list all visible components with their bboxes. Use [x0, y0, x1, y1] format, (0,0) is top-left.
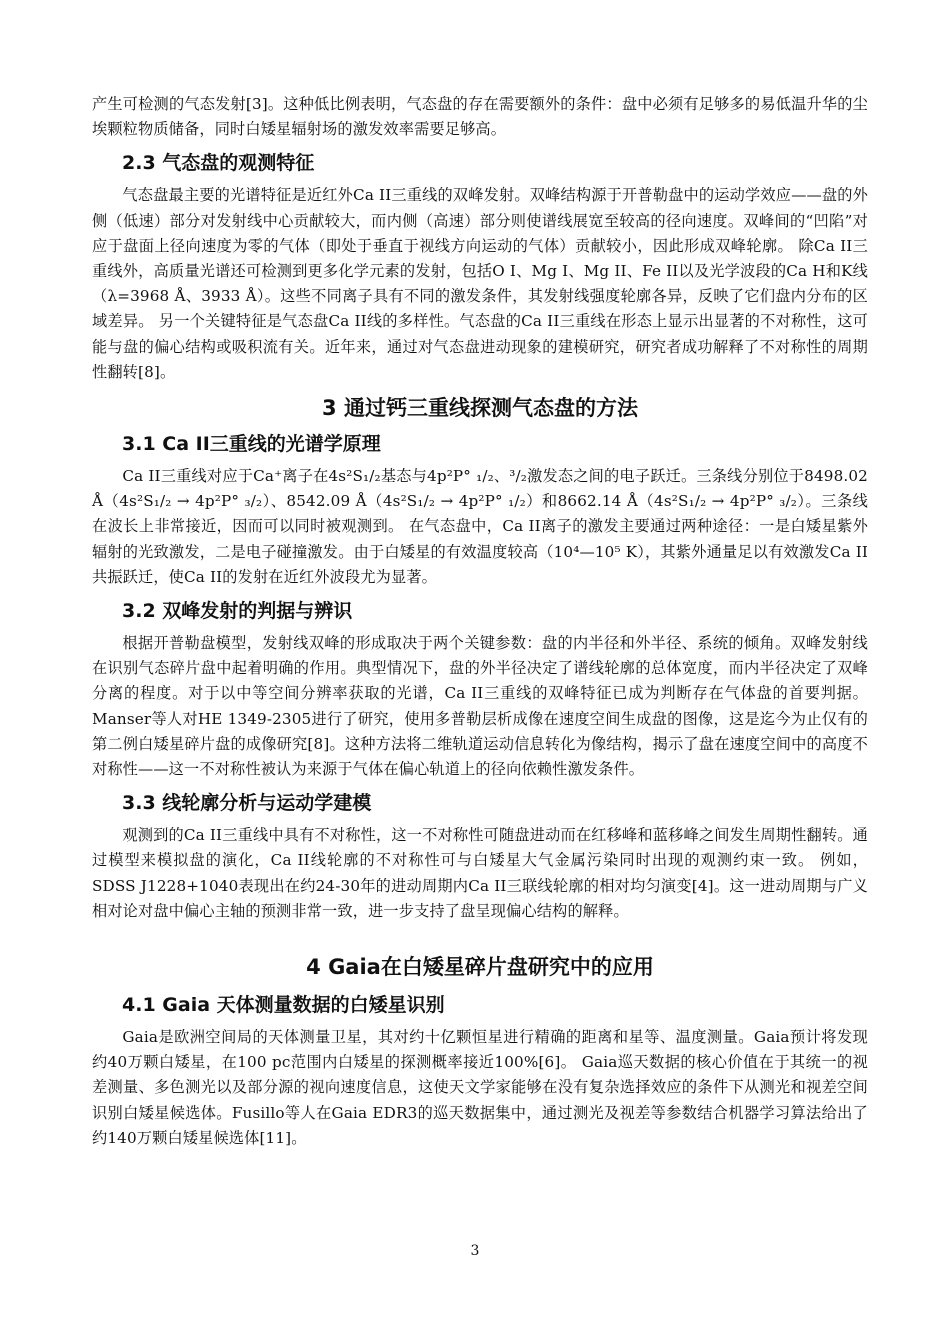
paragraph-2-3: 气态盘最主要的光谱特征是近红外Ca II三重线的双峰发射。双峰结构源于开普勒盘中的运动学效应——盘的外侧（低速）部分对发射线中心贡献较大，而内侧（高速）部分则使谱线展宽至较高的径向速度。双峰间的“凹陷”对应于盘面上径向速度为零的气体（即处于垂直于视线方向运动的气体）贡献较小，因此形成双峰轮廓。 除Ca II三重线外，高质量光谱还可检测到更多化学元素的发射，包括O I、Mg I、Mg II、Fe II以及光学波段的Ca H和K线（λ=3968 Å、3933 Å）。这些不同离子具有不同的激发条件，其发射线强度轮廓各异，反映了它们盘内分布的区域差异。 另一个关键特征是气态盘Ca II线的多样性。气态盘的Ca II三重线在形态上显示出显著的不对称性，这可能与盘的偏心结构或吸积流有关。近年来，通过对气态盘进动现象的建模研究，研究者成功解释了不对称性的周期性翻转[8]。: [92, 186, 868, 381]
section-4-1-heading: 4.1 Gaia 天体测量数据的白矮星识别: [122, 994, 445, 1017]
section-3-heading: 3 通过钙三重线探测气态盘的方法: [322, 396, 638, 421]
section-3-3-heading: 3.3 线轮廓分析与运动学建模: [122, 792, 372, 815]
section-3-1-heading: 3.1 Ca II三重线的光谱学原理: [122, 433, 381, 456]
paragraph-3-2: 根据开普勒盘模型，发射线双峰的形成取决于两个关键参数：盘的内半径和外半径、系统的倾角。双峰发射线在识别气态碎片盘中起着明确的作用。典型情况下，盘的外半径决定了谱线轮廓的总体宽度，而内半径决定了双峰分离的程度。对于以中等空间分辨率获取的光谱，Ca II三重线的双峰特征已成为判断存在气体盘的首要判据。 Manser等人对HE 1349-2305进行了研究，使用多普勒层析成像在速度空间生成盘的图像，这是迄今为止仅有的第二例白矮星碎片盘的成像研究[8]。这种方法将二维轨道运动信息转化为像结构，揭示了盘在速度空间中的高度不对称性——这一不对称性被认为来源于气体在偏心轨道上的径向依赖性激发条件。: [92, 634, 868, 779]
section-2-3-heading: 2.3 气态盘的观测特征: [122, 152, 315, 175]
paragraph-3-3: 观测到的Ca II三重线中具有不对称性，这一不对称性可随盘进动而在红移峰和蓝移峰之间发生周期性翻转。通过模型来模拟盘的演化，Ca II线轮廓的不对称性可与白矮星大气金属污染同时出现的观测约束一致。 例如，SDSS J1228+1040表现出在约24-30年的进动周期内Ca II三联线轮廓的相对均匀演变[4]。这一进动周期与广义相对论对盘中偏心主轴的预测非常一致，进一步支持了盘呈现偏心结构的解释。: [92, 826, 868, 920]
paragraph-3-1: Ca II三重线对应于Ca⁺离子在4s²S₁/₂基态与4p²P° ₁/₂、³/₂激发态之间的电子跃迁。三条线分别位于8498.02 Å（4s²S₁/₂ → 4p²P° ₃/₂）、8542.09 Å（4s²S₁/₂ → 4p²P° ₁/₂）和8662.14 Å（4s²S₁/₂ → 4p²P° ₃/₂）。三条线在波长上非常接近，因而可以同时被观测到。 在气态盘中，Ca II离子的激发主要通过两种途径：一是白矮星紫外辐射的光致激发，二是电子碰撞激发。由于白矮星的有效温度较高（10⁴—10⁵ K），其紫外通量足以有效激发Ca II共振跃迁，使Ca II的发射在近红外波段尤为显著。: [92, 467, 868, 586]
page-number: 3: [470, 1243, 480, 1259]
page-body: [92, 92, 868, 1151]
section-3-2-heading: 3.2 双峰发射的判据与辨识: [122, 600, 353, 623]
paragraph-intro: 产生可检测的气态发射[3]。这种低比例表明，气态盘的存在需要额外的条件：盘中必须有足够多的易低温升华的尘埃颗粒物质储备，同时白矮星辐射场的激发效率需要足够高。: [92, 95, 868, 139]
paragraph-4-1: Gaia是欧洲空间局的天体测量卫星，其对约十亿颗恒星进行精确的距离和星等、温度测量。Gaia预计将发现约40万颗白矮星，在100 pc范围内白矮星的探测概率接近100%[6]。 Gaia巡天数据的核心价值在于其统一的视差测量、多色测光以及部分源的视向速度信息，这使天文学家能够在没有复杂选择效应的条件下从测光和视差空间识别白矮星候选体。Fusillo等人在Gaia EDR3的巡天数据集中，通过测光及视差等参数结合机器学习算法给出了约140万颗白矮星候选体[11]。: [92, 1028, 868, 1147]
section-4-heading: 4 Gaia在白矮星碎片盘研究中的应用: [306, 955, 654, 980]
